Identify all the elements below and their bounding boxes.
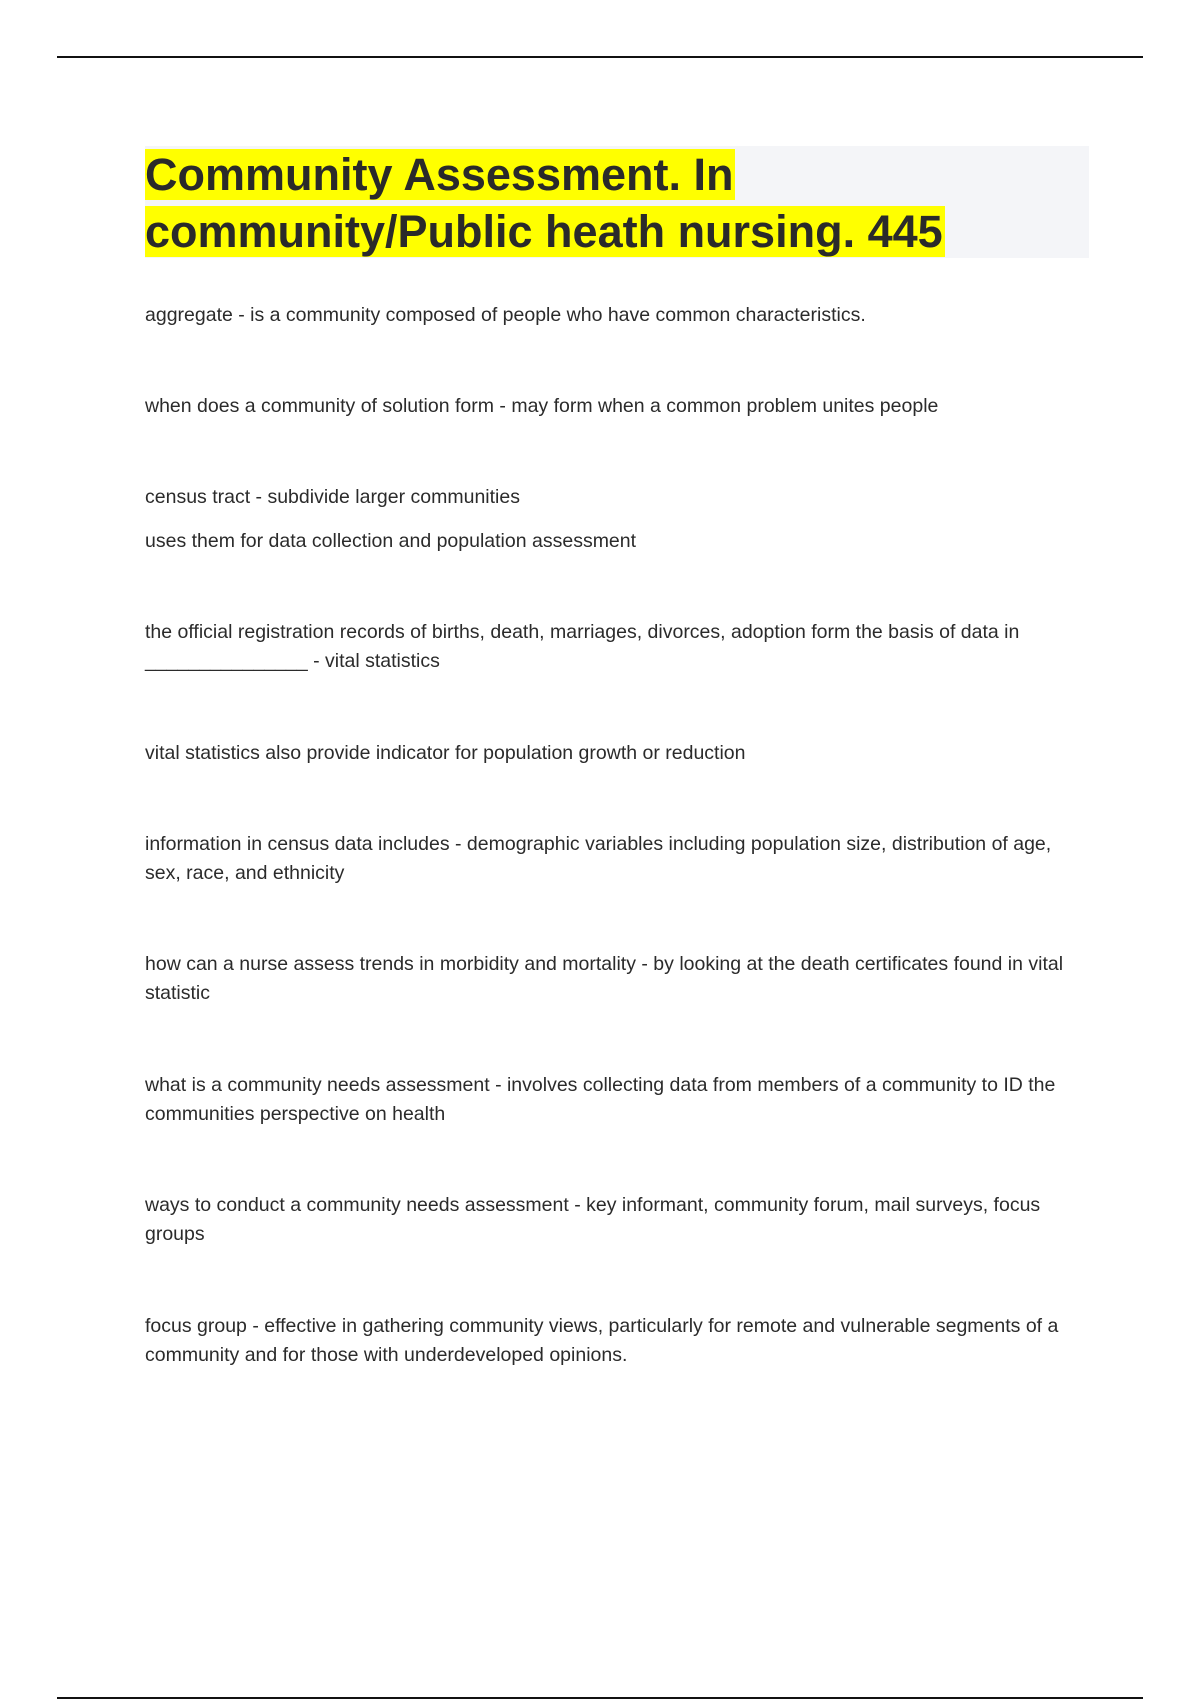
entry-census-data: information in census data includes - demographic variables including population size, distribution of age, sex, race, and ethnicity [145, 833, 1052, 884]
header-divider [57, 56, 1143, 58]
entry-vital-statistics-records: the official registration records of births, death, marriages, divorces, adoption form the basis of data in _______________ - vital statistics [145, 621, 1020, 672]
document-title [145, 146, 1089, 260]
entry-morbidity-mortality: how can a nurse assess trends in morbidity and mortality - by looking at the death certificates found in vital statistic [145, 953, 1064, 1004]
footer-divider [57, 1697, 1143, 1699]
entry-aggregate: aggregate - is a community composed of people who have common characteristics. [145, 304, 866, 326]
entry-focus-group: focus group - effective in gathering community views, particularly for remote and vulnerable segments of a community and for those with underdeveloped opinions. [145, 1315, 1059, 1366]
title-line-1: Community Assessment. In [145, 149, 734, 200]
entry-community-of-solution: when does a community of solution form - may form when a common problem unites people [145, 395, 939, 417]
entry-needs-assessment: what is a community needs assessment - involves collecting data from members of a community to ID the communities perspective on health [145, 1074, 1056, 1125]
entry-vital-statistics-indicator: vital statistics also provide indicator for population growth or reduction [145, 742, 746, 764]
entry-assessment-methods: ways to conduct a community needs assessment - key informant, community forum, mail surveys, focus groups [145, 1194, 1041, 1245]
title-block [145, 146, 1089, 258]
title-line-2: community/Public heath nursing. 445 [145, 206, 943, 257]
entry-census-tract-use: uses them for data collection and population assessment [145, 530, 637, 552]
entry-census-tract: census tract - subdivide larger communities [145, 486, 520, 508]
